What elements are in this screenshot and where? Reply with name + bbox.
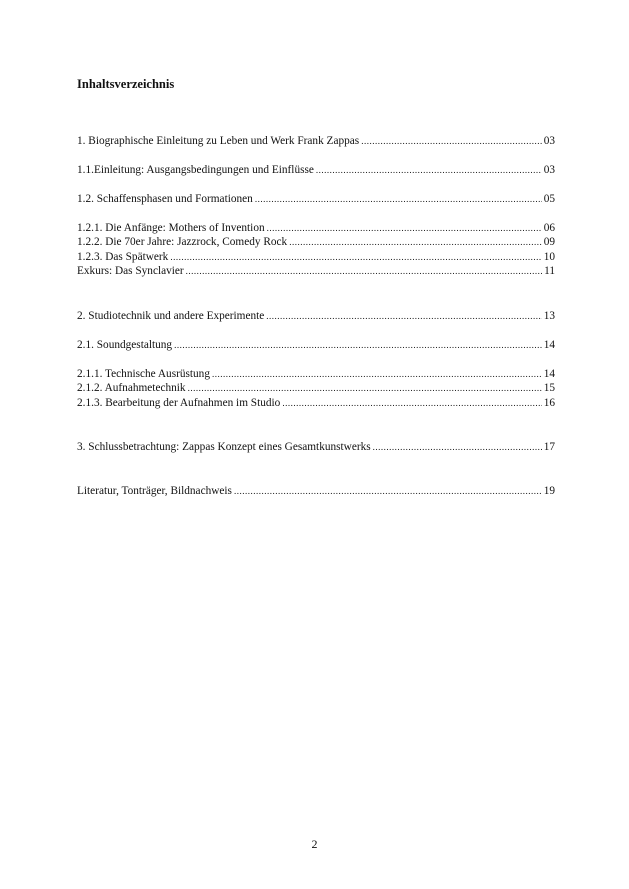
toc-entry — [77, 381, 555, 395]
toc-entry-page: 19 — [543, 485, 555, 497]
toc-entry-title: 1.2. Schaffensphasen und Formationen — [77, 193, 253, 205]
toc-entry-page: 03 — [543, 164, 555, 176]
toc-entry-page: 10 — [543, 251, 555, 263]
toc-entry-title: 1.2.1. Die Anfänge: Mothers of Invention — [77, 222, 265, 234]
toc-entry-title: 2.1.2. Aufnahmetechnik — [77, 382, 186, 394]
toc-entry-title: 1.2.2. Die 70er Jahre: Jazzrock, Comedy Rock — [77, 236, 288, 248]
toc-entry-page: 14 — [543, 339, 555, 351]
toc-entry-title: 1. Biographische Einleitung zu Leben und Werk Frank Zappas — [77, 135, 360, 147]
toc-dot-leader — [255, 192, 542, 206]
toc-entry — [77, 163, 555, 177]
toc-entry-page: 16 — [543, 397, 555, 409]
toc-entry-title: 3. Schlussbetrachtung: Zappas Konzept eines Gesamtkunstwerks — [77, 441, 371, 453]
toc-entry — [77, 192, 555, 206]
toc-entry-page: 11 — [544, 265, 555, 277]
toc-dot-leader — [266, 309, 541, 323]
toc-entry-page: 09 — [543, 236, 555, 248]
toc-entry-page: 05 — [543, 193, 555, 205]
page-number: 2 — [311, 837, 318, 851]
toc-entry-page: 03 — [543, 135, 555, 147]
toc-dot-leader — [373, 440, 542, 454]
toc-dot-leader — [188, 381, 542, 395]
toc-dot-leader — [289, 235, 542, 249]
toc-dot-leader — [212, 367, 542, 381]
toc-entry-title: Exkurs: Das Synclavier — [77, 265, 184, 277]
toc-entry-title: 2. Studiotechnik und andere Experimente — [77, 310, 265, 322]
toc-entry — [77, 250, 555, 264]
toc-dot-leader — [361, 134, 542, 148]
toc-entry-title: 1.2.3. Das Spätwerk — [77, 251, 169, 263]
toc-entry — [77, 134, 555, 148]
toc-entry — [77, 367, 555, 381]
toc-dot-leader — [316, 163, 542, 177]
toc-entry — [77, 235, 555, 249]
toc-dot-leader — [234, 484, 542, 498]
toc-heading: Inhaltsverzeichnis — [77, 77, 175, 91]
toc-entry-title: 2.1.3. Bearbeitung der Aufnahmen im Studio — [77, 397, 281, 409]
toc-entry-page: 15 — [543, 382, 555, 394]
toc-entry-title: Literatur, Tonträger, Bildnachweis — [77, 485, 232, 497]
toc-entry-page: 14 — [543, 368, 555, 380]
toc-entry-page: 13 — [543, 310, 555, 322]
toc-entry-title: 1.1.Einleitung: Ausgangsbedingungen und Einflüsse — [77, 164, 314, 176]
toc-entry — [77, 221, 555, 235]
toc-entry-title: 2.1. Soundgestaltung — [77, 339, 173, 351]
toc-entry-title: 2.1.1. Technische Ausrüstung — [77, 368, 210, 380]
toc-dot-leader — [170, 250, 541, 264]
toc-dot-leader — [282, 396, 541, 410]
toc-dot-leader — [174, 338, 542, 352]
toc-dot-leader — [267, 221, 542, 235]
toc-entry — [77, 484, 555, 498]
toc-entry — [77, 264, 555, 278]
toc-entry — [77, 338, 555, 352]
toc-dot-leader — [186, 264, 542, 278]
toc-entry — [77, 440, 555, 454]
toc-entry — [77, 396, 555, 410]
toc-entry — [77, 309, 555, 323]
toc-entry-page: 06 — [543, 222, 555, 234]
toc-entry-page: 17 — [543, 441, 555, 453]
